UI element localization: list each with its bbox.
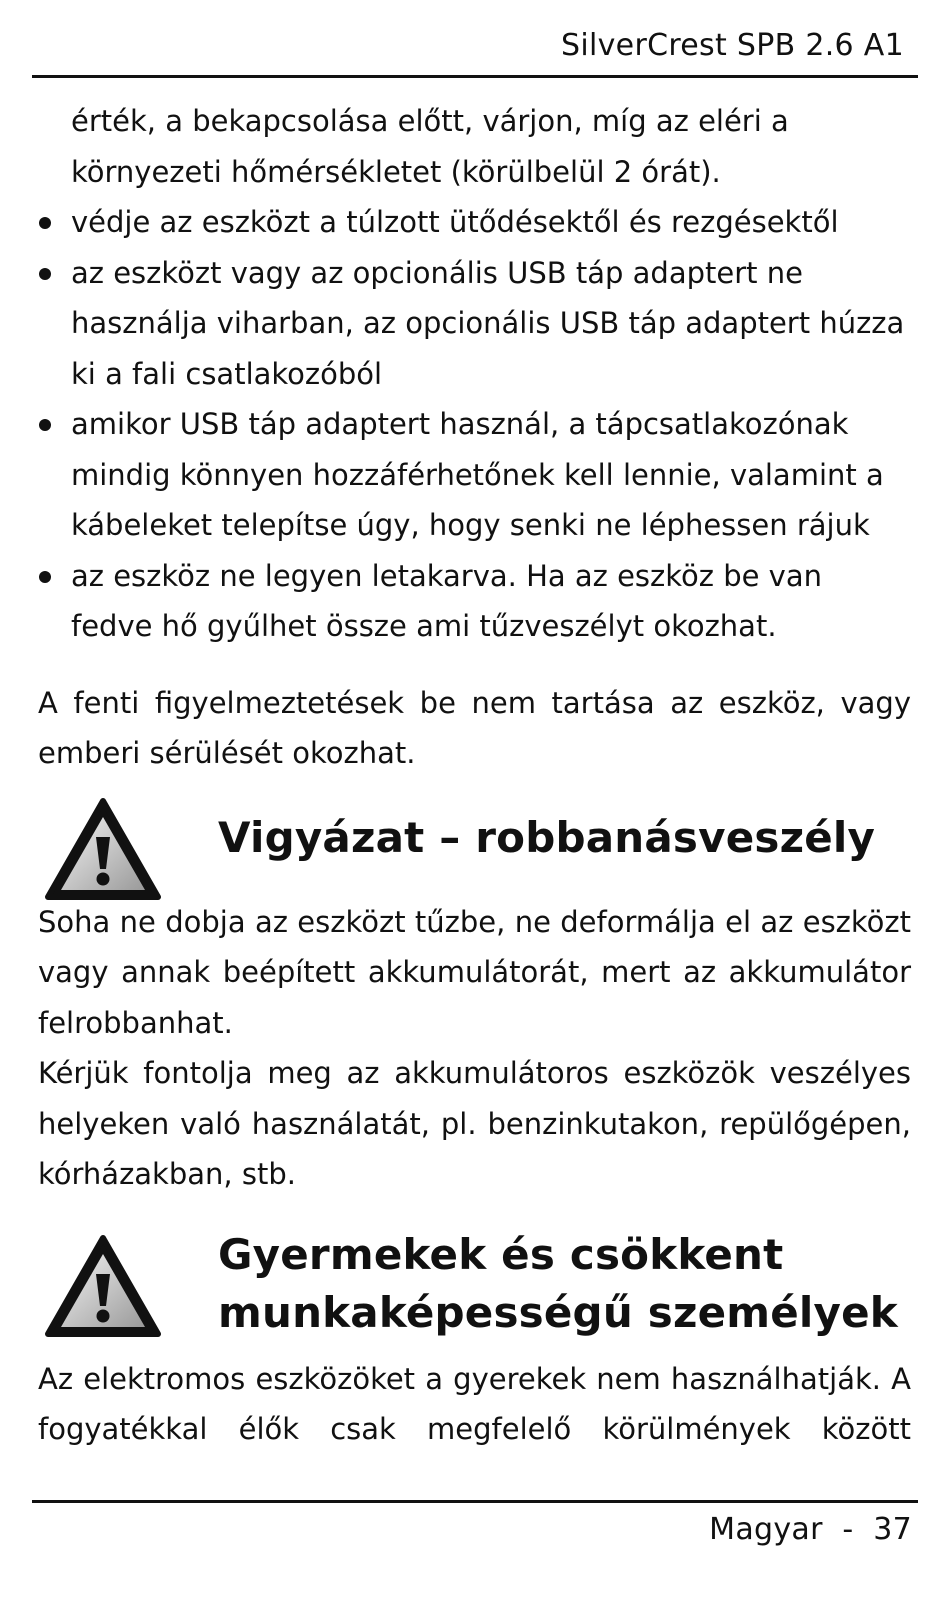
warning-paragraph: A fenti figyelmeztetések be nem tartása az eszköz, vagy emberi sérülését okozhat. xyxy=(38,685,911,770)
page-content xyxy=(38,96,911,1455)
section-paragraph: Kérjük fontolja meg az akkumulátoros eszközök veszélyes helyeken való használatát, pl. benzinkutakon, repülőgépen, kórházakban, stb. xyxy=(38,1056,911,1191)
section-children-heading xyxy=(38,1230,911,1360)
bullet-item: amikor USB táp adaptert használ, a tápcsatlakozónak mindig könnyen hozzáférhetőnek kell lennie, valamint a kábeleket telepítse úgy, hogy senki ne léphessen rájuk xyxy=(38,399,911,551)
bullet-continued-text: érték, a bekapcsolása előtt, várjon, míg az eléri a környezeti hőmérsékletet (körülbelül 2 órát). xyxy=(71,104,789,189)
section-title-line: munkaképességű személyek xyxy=(218,1287,898,1337)
bullet-item: az eszközt vagy az opcionális USB táp adaptert ne használja viharban, az opcionális USB táp adaptert húzza ki a fali csatlakozóból xyxy=(38,248,911,400)
section-explosion-heading xyxy=(38,797,911,917)
section-title-line: Gyermekek és csökkent xyxy=(218,1229,784,1279)
footer-rule xyxy=(32,1500,918,1503)
section-title xyxy=(218,1226,898,1342)
section-paragraph: Soha ne dobja az eszközt tűzbe, ne deformálja el az eszközt vagy annak beépített akkumulátorát, mert az akkumulátor felrobbanhat. xyxy=(38,904,911,1040)
header-title: SilverCrest SPB 2.6 A1 xyxy=(561,28,904,63)
warning-triangle-icon xyxy=(44,797,162,901)
warning-triangle-icon xyxy=(44,1234,162,1338)
section-paragraph: Az elektromos eszközöket a gyerekek nem használhatják. A fogyatékkal élők csak megfelelő körülmények között xyxy=(38,1361,911,1446)
bullet-item: az eszköz ne legyen letakarva. Ha az eszköz be van fedve hő gyűlhet össze ami tűzveszélyt okozhat. xyxy=(38,551,911,652)
bullet-item: védje az eszközt a túlzott ütődésektől és rezgésektől xyxy=(38,197,911,248)
section-title: Vigyázat – robbanásveszély xyxy=(218,812,876,862)
footer-page-label: Magyar - 37 xyxy=(709,1512,912,1547)
page-header xyxy=(32,26,918,78)
